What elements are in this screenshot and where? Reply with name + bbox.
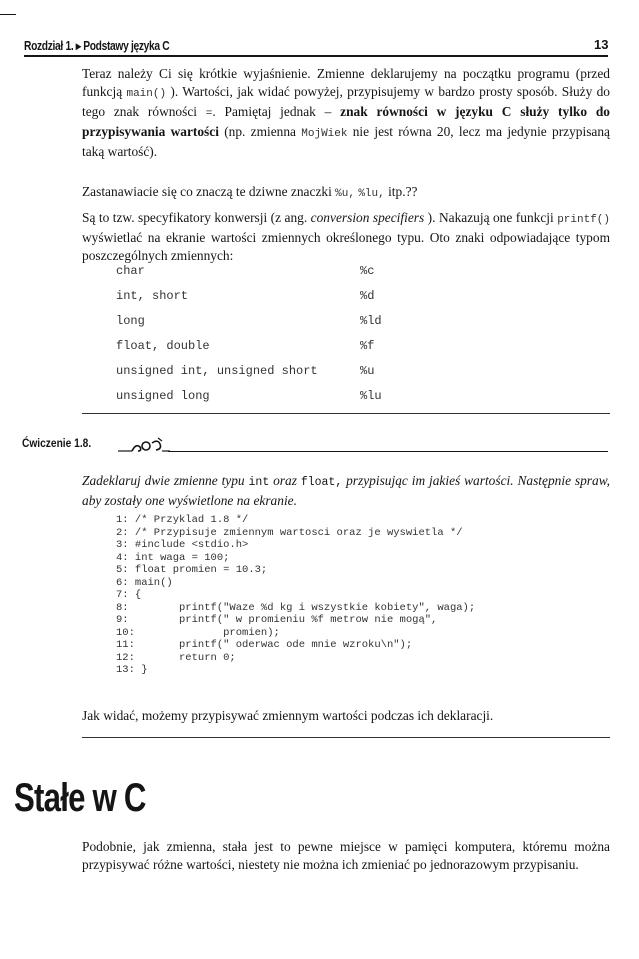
format-specifier: %c [360, 264, 375, 278]
text: ). Wartości, jak widać powyżej, przypisujemy w bardzo prosty sposób. Służy do tego znak równości [82, 84, 610, 119]
bold-emphasis: znak równości w języku C służy tylko do przypisywania wartości [82, 104, 610, 139]
text: Teraz należy Ci się krótkie wyjaśnienie. Zmienne deklarujemy na początku programu (przed funkcją [82, 66, 610, 99]
code-listing: 1: /* Przyklad 1.8 */ 2: /* Przypisuje zmiennym wartosci oraz je wyswietla */ 3: #include <stdio.h> 4: int waga = 100; 5: float promien = 10.3; 6: main() 7: { 8: printf("Waze %d kg i wszystkie kobiety", waga); 9: printf(" w promieniu %f metrow nie mogą", 10: promien); 11: printf(" oderwac ode mnie wzroku\n"); 12: return 0; 13: } [116, 514, 476, 676]
exercise-end-rule [82, 737, 610, 738]
specifier-row [116, 264, 556, 289]
table-rule [82, 413, 610, 414]
corner-mark [0, 14, 16, 15]
format-specifier: %ld [360, 314, 382, 328]
type-name: unsigned int, unsigned short [116, 364, 318, 378]
italic-term: conversion specifiers [310, 210, 425, 225]
format-specifier: %lu [360, 389, 382, 403]
type-name: unsigned long [116, 389, 210, 403]
text: nie jest równa 20, lecz ma jedynie przypisaną taką wartość). [82, 124, 610, 159]
type-name: int, short [116, 289, 189, 303]
section-title: Stałe w C [14, 776, 146, 820]
page-number: 13 [594, 37, 609, 52]
paragraph-question [82, 183, 610, 203]
code-int: int [248, 476, 270, 489]
text: przypisując im jakieś wartości. Następnie spraw, aby zostały one wyświetlone na ekranie. [82, 473, 610, 508]
code-float: float, [300, 476, 343, 489]
text: ). Nakazują one funkcji [424, 210, 558, 225]
text: itp.?? [384, 184, 418, 199]
type-name: long [116, 314, 145, 328]
exercise-task [82, 472, 610, 510]
text: Zadeklaruj dwie zmienne typu [82, 473, 249, 488]
text: oraz [269, 473, 301, 488]
specifier-row [116, 314, 556, 339]
paragraph-conclusion: Jak widać, możemy przypisywać zmiennym wartości podczas ich deklaracji. [82, 708, 494, 723]
format-specifier: %f [360, 339, 375, 353]
specifier-row [116, 339, 556, 364]
exercise-label: Ćwiczenie 1.8. [22, 436, 92, 450]
text: (np. zmienna [218, 124, 302, 139]
code-main: main() [126, 88, 167, 100]
format-specifier: %u [360, 364, 375, 378]
format-specifier: %d [360, 289, 375, 303]
exercise-rule [168, 451, 608, 452]
exercise-glyph-icon [118, 435, 170, 460]
type-name: char [116, 264, 145, 278]
text: wyświetlać na ekranie wartości zmiennych określonego typu. Oto znaki odpowiadające typom poszczególnych zmiennych: [82, 230, 610, 263]
paragraph-constants: Podobnie, jak zmienna, stała jest to pewne miejsce w pamięci komputera, któremu można przypisywać różne wartości, niestety nie można ich zmieniać po jednorazowym przypisaniu. [82, 839, 610, 872]
type-name: float, double [116, 339, 210, 353]
code-u: %u, [335, 188, 355, 200]
code-equals: = [205, 108, 213, 120]
code-printf: printf() [557, 214, 610, 226]
specifier-row [116, 289, 556, 314]
running-title: Rozdział 1. ▸ Podstawy języka C [24, 39, 170, 53]
text: Zastanawiacie się co znaczą te dziwne znaczki [82, 184, 336, 199]
specifier-row [116, 364, 556, 389]
specifier-row [116, 389, 556, 414]
paragraph-specifiers [82, 209, 610, 265]
text: Są to tzw. specyfikatory konwersji (z ang. [82, 210, 311, 225]
text: . Pamiętaj jednak – [212, 104, 341, 119]
header-rule [24, 55, 608, 57]
code-lu: %lu, [358, 188, 385, 200]
code-mojwiek: MojWiek [301, 128, 348, 140]
paragraph-assignment [82, 65, 610, 161]
